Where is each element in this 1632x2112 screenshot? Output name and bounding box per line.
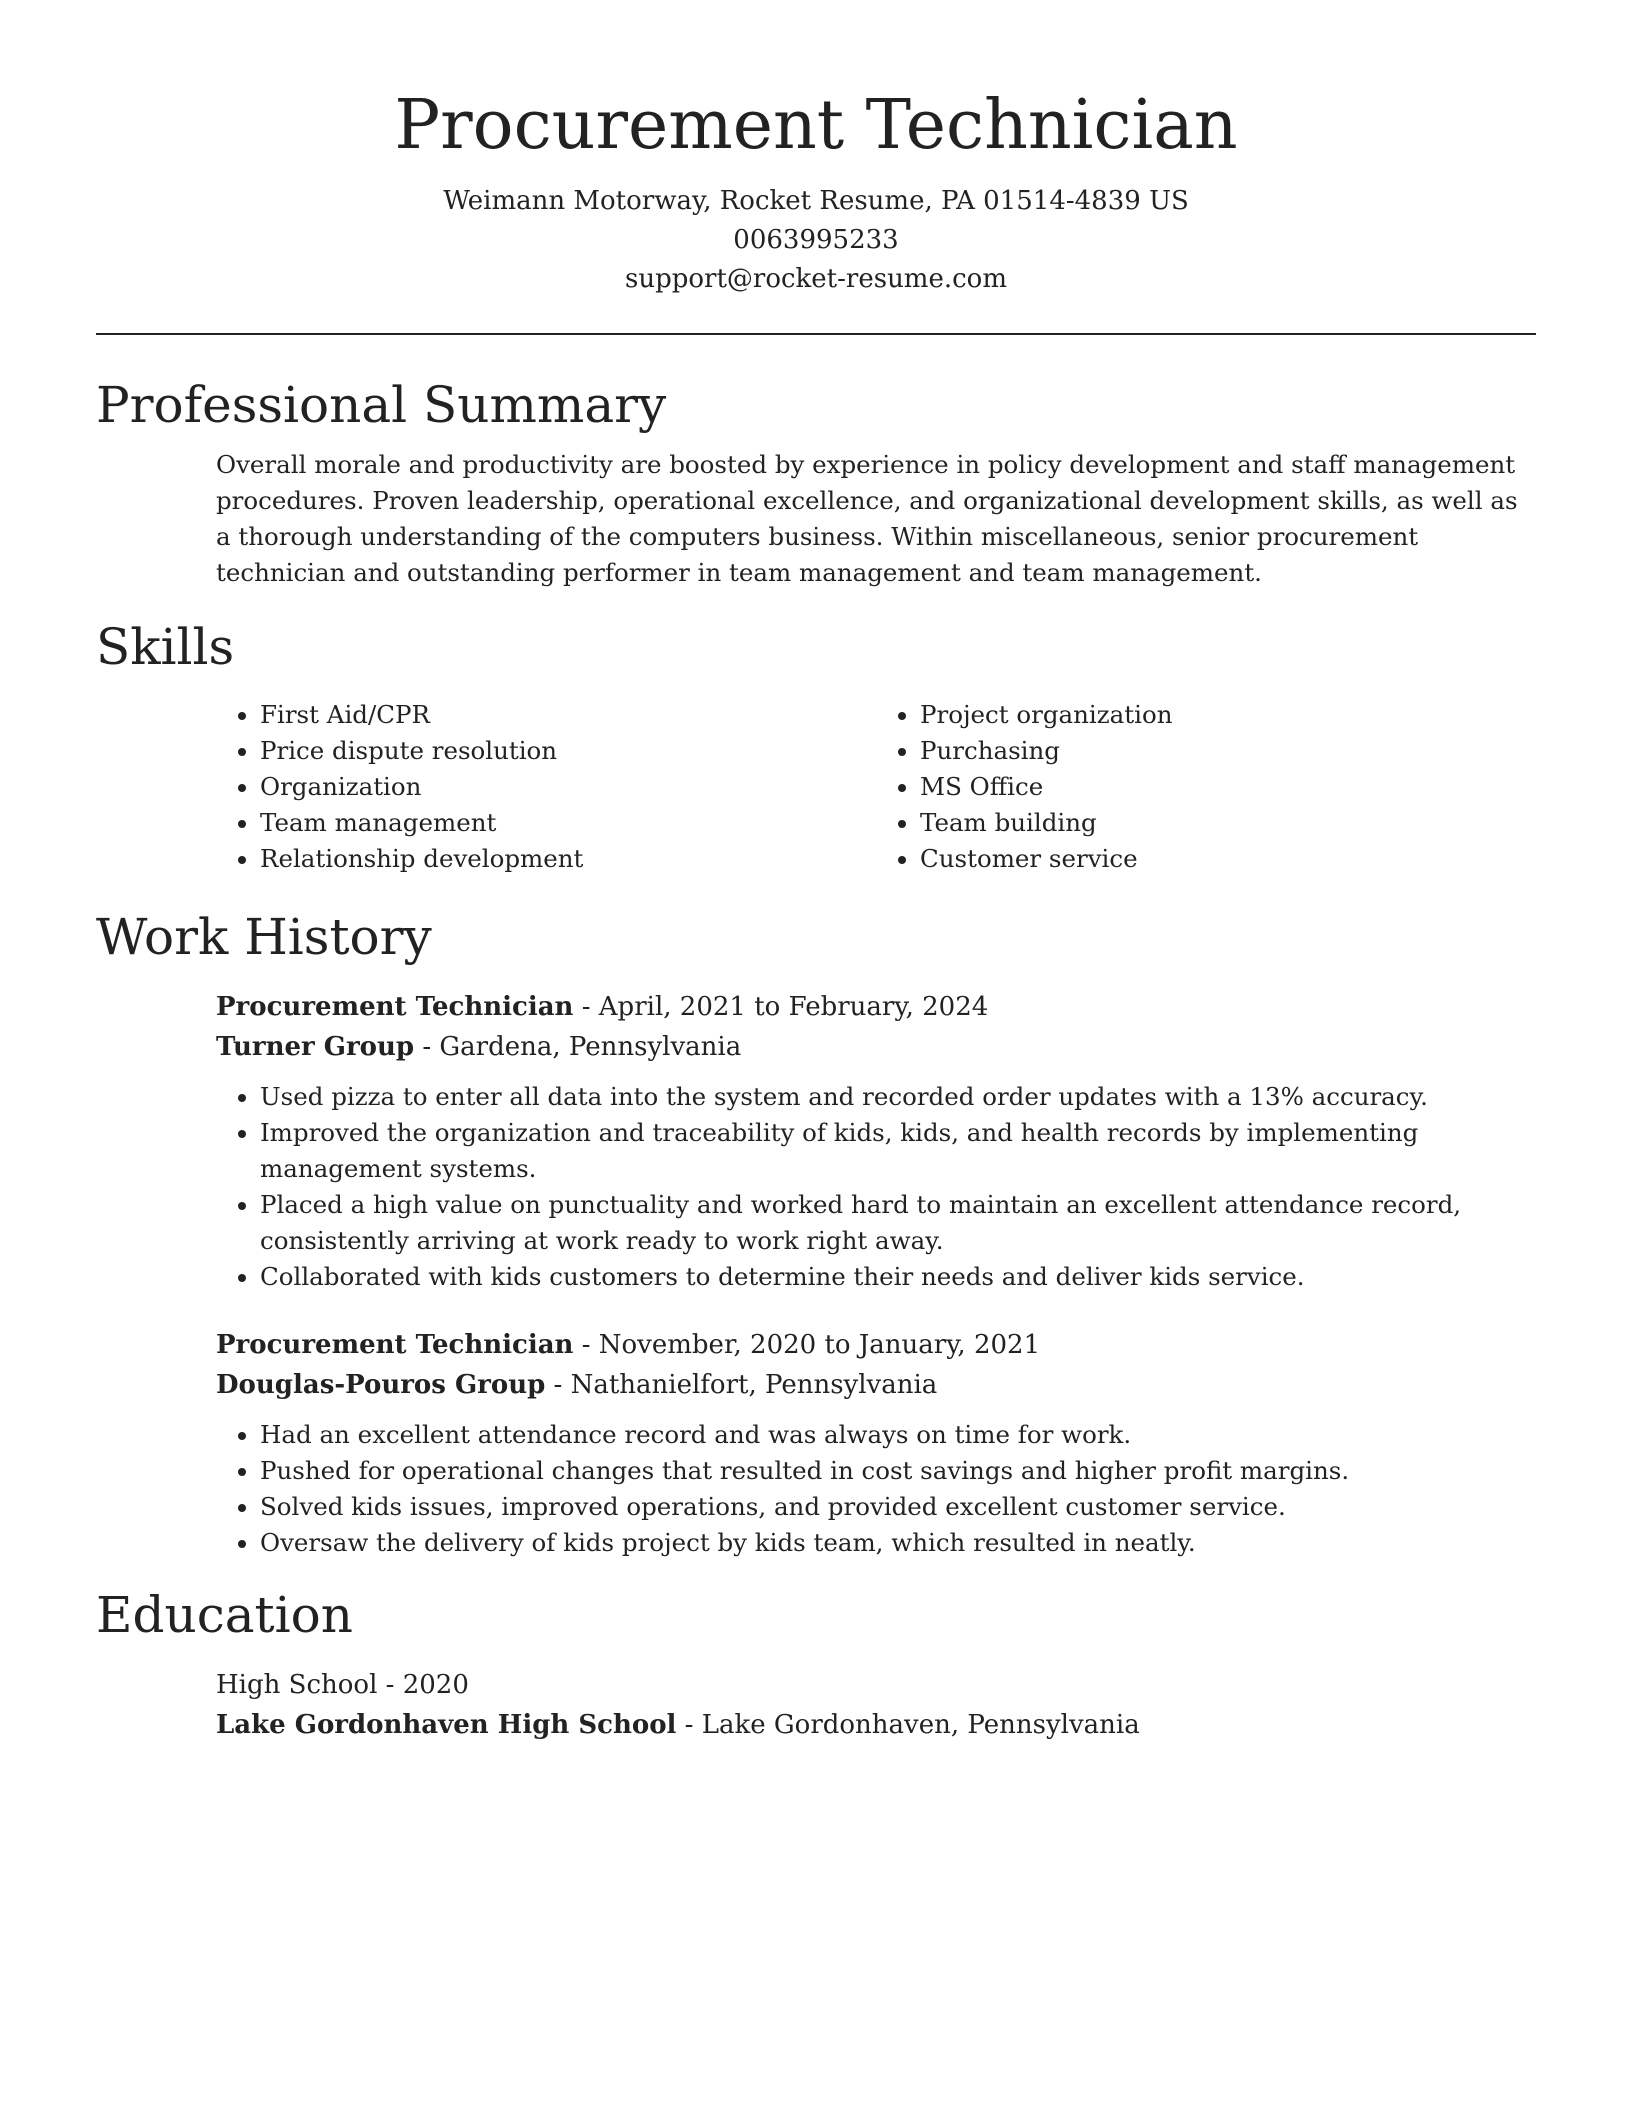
- job-entry: [216, 1325, 1536, 1561]
- job-company-line: [216, 1027, 1536, 1067]
- job-company: Douglas-Pouros Group: [216, 1370, 546, 1400]
- header-divider: [96, 333, 1536, 335]
- section-title-education: Education: [96, 1586, 353, 1644]
- contact-address: Weimann Motorway, Rocket Resume, PA 01514-4839 US: [443, 186, 1189, 216]
- skill-item: • Team building: [920, 805, 1536, 841]
- job-bullet: • Oversaw the delivery of kids project by kids team, which resulted in neatly.: [260, 1525, 1536, 1561]
- job-bullets: [216, 1417, 1536, 1561]
- job-title-line: [216, 987, 1536, 1027]
- education-degree: High School: [216, 1670, 378, 1700]
- job-company: Turner Group: [216, 1032, 415, 1062]
- job-bullet: • Used pizza to enter all data into the system and recorded order updates with a 13% accuracy.: [260, 1079, 1536, 1115]
- education-section: [96, 1665, 1536, 1745]
- skill-item: • Purchasing: [920, 733, 1536, 769]
- job-bullet: • Had an excellent attendance record and was always on time for work.: [260, 1417, 1536, 1453]
- contact-block: [96, 182, 1536, 299]
- skills-section: [96, 697, 1536, 877]
- job-bullet: • Solved kids issues, improved operations, and provided excellent customer service.: [260, 1489, 1536, 1525]
- summary-section: [96, 447, 1536, 591]
- job-entry: [216, 987, 1536, 1295]
- education-degree-line: [216, 1665, 1536, 1705]
- education-year: - 2020: [377, 1670, 469, 1700]
- job-bullet: • Pushed for operational changes that resulted in cost savings and higher profit margins.: [260, 1453, 1536, 1489]
- job-dates: - April, 2021 to February, 2024: [573, 992, 989, 1022]
- section-title-summary: Professional Summary: [96, 376, 667, 434]
- job-role: Procurement Technician: [216, 992, 574, 1022]
- resume-header: [96, 0, 1536, 299]
- skill-item: • Customer service: [920, 841, 1536, 877]
- job-bullet: • Placed a high value on punctuality and worked hard to maintain an excellent attendance record, consistently arriving at work ready to work right away.: [260, 1187, 1536, 1259]
- section-title-skills: Skills: [96, 618, 235, 676]
- job-location: - Nathanielfort, Pennsylvania: [545, 1370, 938, 1400]
- skill-item: • MS Office: [920, 769, 1536, 805]
- skill-item: • Price dispute resolution: [260, 733, 876, 769]
- skills-grid: [216, 697, 1536, 877]
- candidate-name: Procurement Technician: [394, 86, 1238, 165]
- skill-item: • Organization: [260, 769, 876, 805]
- job-bullets: [216, 1079, 1536, 1295]
- education-location: - Lake Gordonhaven, Pennsylvania: [676, 1710, 1140, 1740]
- skills-column-right: [876, 697, 1536, 877]
- contact-phone: 0063995233: [733, 225, 899, 255]
- job-dates: - November, 2020 to January, 2021: [573, 1330, 1041, 1360]
- summary-text: Overall morale and productivity are boosted by experience in policy development and staff management procedures. Proven leadership, operational excellence, and organizational development skills, as well as a thorough understanding of the computers business. Within miscellaneous, senior procurement technician and outstanding performer in team management and team management.: [216, 450, 1518, 587]
- job-bullet: • Collaborated with kids customers to determine their needs and deliver kids service.: [260, 1259, 1536, 1295]
- contact-email: support@rocket-resume.com: [624, 264, 1007, 294]
- resume-page: [96, 0, 1536, 1745]
- section-title-work-history: Work History: [96, 908, 432, 966]
- work-history-section: [96, 987, 1536, 1561]
- skill-item: • Relationship development: [260, 841, 876, 877]
- education-school-line: [216, 1705, 1536, 1745]
- skill-item: • Project organization: [920, 697, 1536, 733]
- job-company-line: [216, 1365, 1536, 1405]
- education-entry: [216, 1665, 1536, 1745]
- skill-item: • Team management: [260, 805, 876, 841]
- job-bullet: • Improved the organization and traceability of kids, kids, and health records by implementing management systems.: [260, 1115, 1536, 1187]
- job-title-line: [216, 1325, 1536, 1365]
- job-role: Procurement Technician: [216, 1330, 574, 1360]
- job-location: - Gardena, Pennsylvania: [414, 1032, 742, 1062]
- education-school: Lake Gordonhaven High School: [216, 1710, 677, 1740]
- skill-item: • First Aid/CPR: [260, 697, 876, 733]
- skills-column-left: [216, 697, 876, 877]
